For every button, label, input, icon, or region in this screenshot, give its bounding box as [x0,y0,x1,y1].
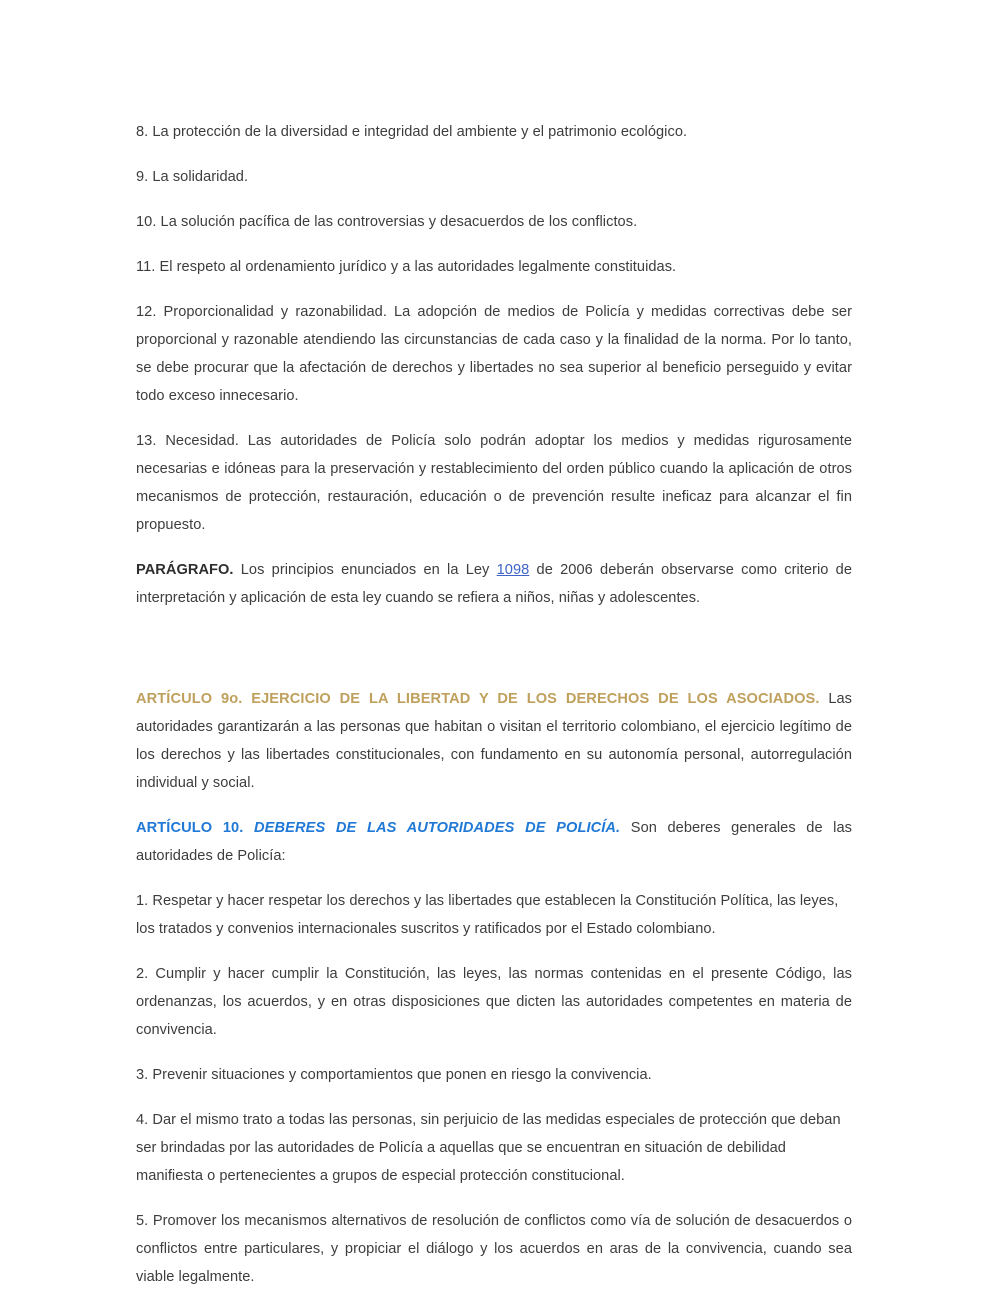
list-item-10: 10. La solución pacífica de las controversias y desacuerdos de los conflictos. [136,214,638,230]
deber-item-4: 4. Dar el mismo trato a todas las personas, sin perjuicio de las medidas especiales de protección que deban ser brindadas por las autoridades de Policía a aquellas que se encuentran en situación de debilidad manifiesta o pertenecientes a grupos de especial protección constitucional. [136,1112,841,1184]
deber-item-3: 3. Prevenir situaciones y comportamientos que ponen en riesgo la convivencia. [136,1067,652,1083]
articulo-10-heading-title: DEBERES DE LAS AUTORIDADES DE POLICÍA. [243,820,621,836]
list-item-9: 9. La solidaridad. [136,169,249,185]
paragrafo-text-before-link: Los principios enunciados en la Ley [233,562,497,578]
articulo-10-heading-number: ARTÍCULO 10. [136,820,244,836]
list-item-12: 12. Proporcionalidad y razonabilidad. La adopción de medios de Policía y medidas correctivas debe ser proporcional y razonable atendiendo las circunstancias de cada caso y la finalidad de la norma. Por lo tanto, se debe procurar que la afectación de derechos y libertades no sea superior al beneficio perseguido y evitar todo exceso innecesario. [136,304,852,404]
articulo-9-body: Las autoridades garantizarán a las personas que habitan o visitan el territorio colombiano, el ejercicio legítimo de los derechos y las libertades constitucionales, con fundamento en su autonomía personal, autorregulación individual y social. [136,691,852,791]
deber-item-2: 2. Cumplir y hacer cumplir la Constitución, las leyes, las normas contenidas en el presente Código, las ordenanzas, los acuerdos, y en otras disposiciones que dicten las autoridades competentes en materia de convivencia. [136,966,852,1038]
paragrafo-label: PARÁGRAFO. [136,562,234,578]
articulo-10-block [136,814,852,870]
deber-item-5: 5. Promover los mecanismos alternativos de resolución de conflictos como vía de solución de desacuerdos o conflictos entre particulares, y propiciar el diálogo y los acuerdos en aras de la convivencia, cuando sea viable legalmente. [136,1213,852,1285]
articulo-9-block [136,685,852,797]
document-text-column [136,118,852,1291]
list-item-13: 13. Necesidad. Las autoridades de Policía solo podrán adoptar los medios y medidas rigurosamente necesarias e idóneas para la preservación y restablecimiento del orden público cuando la aplicación de otros mecanismos de protección, restauración, educación o de prevención resulte ineficaz para alcanzar el fin propuesto. [136,433,852,533]
ley-1098-link[interactable]: 1098 [496,562,530,578]
paragrafo-text-after-link: de 2006 deberán observarse como criterio de interpretación y aplicación de esta ley cuando se refiera a niños, niñas y adolescentes. [136,562,852,606]
paragrafo-block [136,556,852,612]
blank-paragraph-spacer [136,612,852,640]
articulo-9-heading: ARTÍCULO 9o. EJERCICIO DE LA LIBERTAD Y DE LOS DERECHOS DE LOS ASOCIADOS. [136,691,820,707]
deber-item-1: 1. Respetar y hacer respetar los derechos y las libertades que establecen la Constitución Política, las leyes, los tratados y convenios internacionales suscritos y ratificados por el Estado colombiano. [136,893,839,937]
list-item-8: 8. La protección de la diversidad e integridad del ambiente y el patrimonio ecológico. [136,124,688,140]
blank-paragraph-spacer-2 [136,640,852,668]
articulo-10-body: Son deberes generales de las autoridades de Policía: [136,820,852,864]
list-item-11: 11. El respeto al ordenamiento jurídico y a las autoridades legalmente constituidas. [136,259,677,275]
